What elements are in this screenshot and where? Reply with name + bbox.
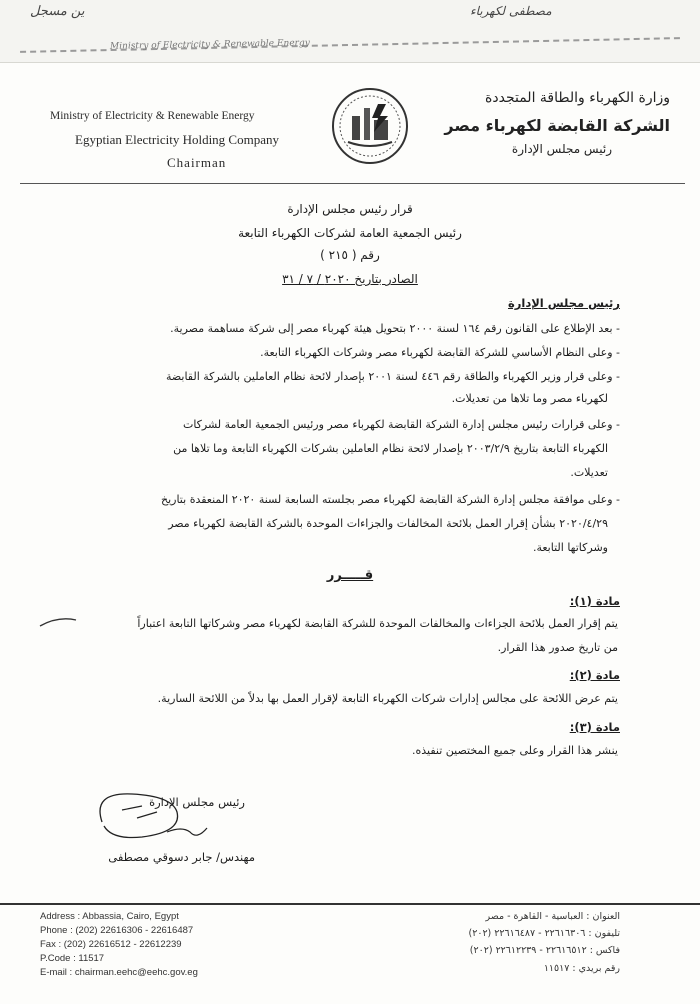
footer-address: Address : Abbassia, Cairo, Egypt [40,911,179,922]
decision-title: قرار رئيس مجلس الإدارة [287,202,413,216]
margin-pen-mark [38,614,78,630]
preamble-item-5a: - وعلى موافقة مجلس إدارة الشركة القابضة لكهرباء مصر بجلسته السابعة لسنة ٢٠٢٠ المنعقدة بتاريخ [160,493,620,506]
article-1-text: يتم إقرار العمل بلائحة الجزاءات والمخالفات الموحدة للشركة القابضة لكهرباء مصر وشركاتها التابعة اعتباراً [137,617,618,630]
preamble-heading: رئيس مجلس الإدارة [507,296,620,310]
strip-right-stamp: مصطفى لكهرباء [470,4,552,18]
footer-address-ar: العنوان : العباسية - القاهرة - مصر [485,911,620,922]
header-chairman-ar: رئيس مجلس الإدارة [511,142,612,156]
footer-pcode: P.Code : 11517 [40,953,105,964]
signature-role: رئيس مجلس الإدارة [149,795,245,809]
article-2-heading: مادة (٢): [569,668,620,682]
article-1-marker: مادة (١): [569,594,620,608]
footer-divider [0,903,700,905]
footer-phone-ar: تليفون : ٢٢٦١٦٣٠٦ - ٢٢٦١٦٤٨٧ (٢٠٢) [468,928,620,939]
article-2-text: يتم عرض اللائحة على مجالس إدارات شركات الكهرباء التابعة لإقرار العمل بها بدلاً من اللائحة السارية. [157,692,618,705]
preamble-item-4a: - وعلى قرارات رئيس مجلس إدارة الشركة القابضة لكهرباء مصر ورئيس الجمعية العامة لشركات [182,418,620,431]
footer-fax-ar: فاكس : ٢٢٦١٦٥١٢ - ٢٢٦١٢٢٣٩ (٢٠٢) [469,945,620,956]
header-ministry-en: Ministry of Electricity & Renewable Energy [50,110,255,122]
company-logo-emblem [330,86,410,166]
preamble-item-1: - بعد الإطلاع على القانون رقم ١٦٤ لسنة ٢٠٠٠ بتحويل هيئة كهرباء مصر إلى شركة مساهمة مصرية. [170,322,620,335]
strip-left-scrawl: ين مسجل [30,4,85,19]
header-chairman-en: Chairman [167,155,227,170]
preamble-item-5b: ٢٠٢٠/٤/٢٩ بشأن إقرار العمل بلائحة المخالفات والجزاءات الموحدة بالشركة القابضة لكهرباء مصر [168,517,608,530]
preamble-item-4b: الكهرباء التابعة بتاريخ ٢٠٠٣/٢/٩ بإصدار لائحة نظام العاملين بشركات الكهرباء التابعة وما تلاها من [173,442,608,455]
preamble-item-3b: لكهرباء مصر وما تلاها من تعديلات. [451,392,608,405]
decision-subtitle: رئيس الجمعية العامة لشركات الكهرباء التابعة [238,226,462,240]
decision-number: رقم ( ٢١٥ ) [320,248,380,262]
article-3-text: ينشر هذا القرار وعلى جميع المختصين تنفيذه. [411,744,618,757]
preamble-item-4c: تعديلات. [570,466,608,479]
preamble-item-2: - وعلى النظام الأساسي للشركة القابضة لكهرباء مصر وشركات الكهرباء التابعة. [260,346,620,359]
header-ministry-ar: وزارة الكهرباء والطاقة المتجددة [485,90,670,106]
decided-heading: قـــــرر [326,568,374,583]
signatory-name: مهندس/ جابر دسوقي مصطفى [108,850,255,864]
handwritten-signature [82,782,222,852]
footer-email: E-mail : chairman.eehc@eehc.gov.eg [40,967,198,978]
scan-top-strip [0,0,700,63]
decision-date: الصادر بتاريخ ٢٠٢٠ / ٧ / ٣١ [282,272,418,286]
header-company-ar: الشركة القابضة لكهرباء مصر [444,116,670,135]
header-divider [20,183,685,184]
preamble-item-3a: - وعلى قرار وزير الكهرباء والطاقة رقم ٤٤٦ لسنة ٢٠٠١ بإصدار لائحة نظام العاملين بالشركة القابضة [165,370,620,383]
article-3-heading: مادة (٣): [569,720,620,734]
footer-fax: Fax : (202) 22616512 - 22612239 [40,939,182,950]
preamble-item-5c: وشركاتها التابعة. [532,541,608,554]
footer-pcode-ar: رقم بريدي : ١١٥١٧ [543,963,620,974]
strip-under-line: Ministry of Electricity & Renewable Energy [109,38,310,52]
header-company-en: Egyptian Electricity Holding Company [75,132,279,147]
article-1-text-cont: من تاريخ صدور هذا القرار. [497,641,618,654]
footer-phone: Phone : (202) 22616306 - 22616487 [40,925,194,936]
